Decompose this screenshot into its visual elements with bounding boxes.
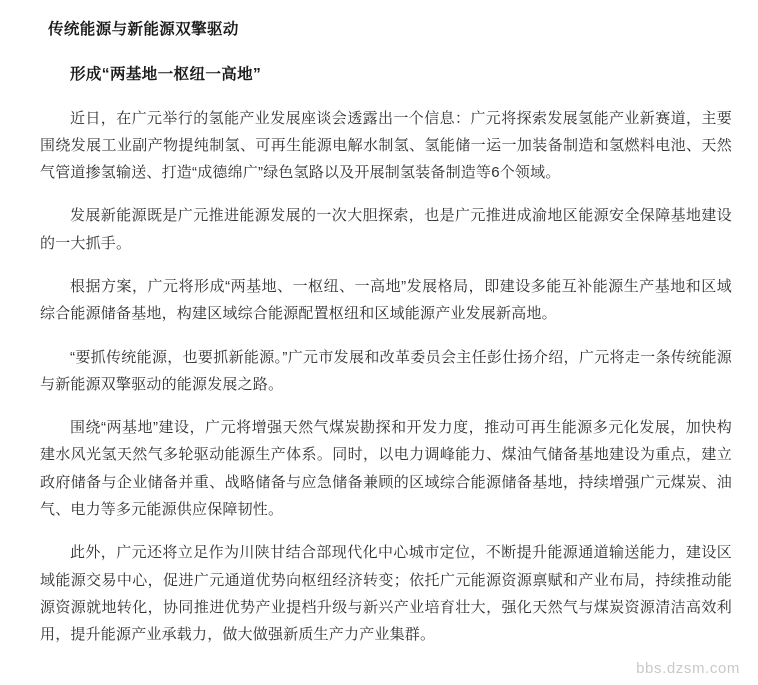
paragraph: 围绕“两基地”建设，广元将增强天然气煤炭勘探和开发力度，推动可再生能源多元化发展，加快构建水风光氢天然气多轮驱动能源生产体系。同时，以电力调峰能力、煤油气储备基地建设为重点，建立政府储备与企业储备并重、战略储备与应急储备兼顾的区域综合能源储备基地，持续增强广元煤炭、油气、电力等多元能源供应保障韧性。: [40, 419, 732, 519]
paragraph: 根据方案，广元将形成“两基地、一枢纽、一高地”发展格局，即建设多能互补能源生产基地和区域综合能源储备基地，构建区域综合能源配置枢纽和区域能源产业发展新高地。: [40, 277, 732, 323]
paragraph: 发展新能源既是广元推进能源发展的一次大胆探索，也是广元推进成渝地区能源安全保障基地建设的一大抓手。: [40, 207, 732, 252]
article-body: [40, 105, 732, 649]
paragraph: “要抓传统能源，也要抓新能源。”广元市发展和改革委员会主任彭仕扬介绍，广元将走一条传统能源与新能源双擎驱动的能源发展之路。: [40, 348, 732, 393]
paragraph: 近日，在广元举行的氢能产业发展座谈会透露出一个信息：广元将探索发展氢能产业新赛道，主要围绕发展工业副产物提纯制氢、可再生能源电解水制氢、氢能储一运一加装备制造和氢燃料电池、天然气管道掺氢输送、打造“成德绵广”绿色氢路以及开展制氢装备制造等6个领域。: [40, 109, 732, 182]
watermark: bbs.dzsm.com: [636, 660, 740, 677]
page-title: 传统能源与新能源双擎驱动: [48, 21, 239, 38]
page-subtitle: 形成“两基地一枢纽一高地”: [70, 66, 262, 84]
paragraph: 此外，广元还将立足作为川陕甘结合部现代化中心城市定位，不断提升能源通道输送能力，建设区域能源交易中心，促进广元通道优势向枢纽经济转变；依托广元能源资源禀赋和产业布局，持续推动能源资源就地转化，协同推进优势产业提档升级与新兴产业培育壮大，强化天然气与煤炭资源清洁高效利用，提升能源产业承载力，做大做强新质生产力产业集群。: [40, 544, 732, 644]
